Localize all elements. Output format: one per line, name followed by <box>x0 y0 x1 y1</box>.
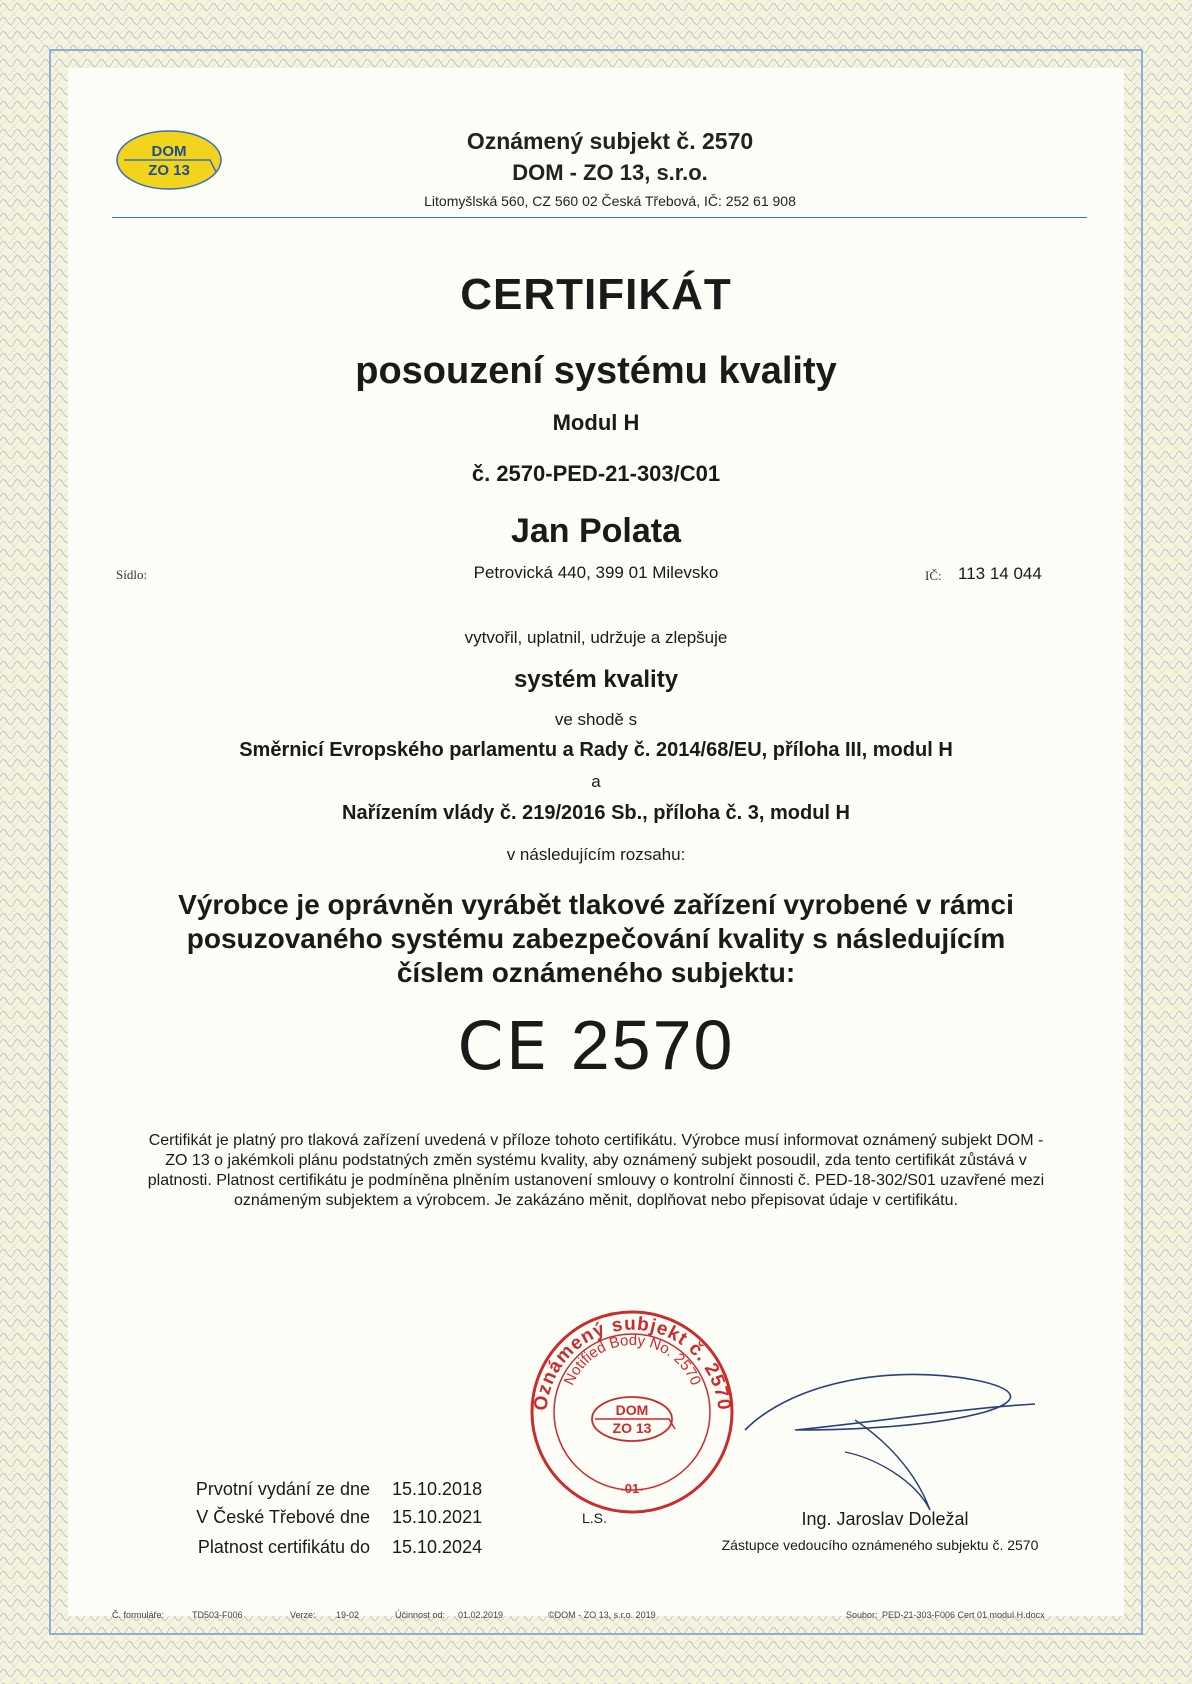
official-stamp <box>525 1305 740 1520</box>
holder-address: Petrovická 440, 399 01 Milevsko <box>473 563 719 582</box>
footer-file-label: Soubor: <box>846 1610 878 1620</box>
logo-line1: DOM <box>151 143 187 160</box>
ce-marking <box>400 1005 792 1085</box>
footer-version-label: Verze: <box>290 1610 316 1620</box>
stamp-inner-text: Notified Body No. 2570 <box>560 1331 705 1388</box>
certificate-module: Modul H <box>552 410 640 435</box>
footer-version-value: 19-02 <box>336 1610 360 1620</box>
first-issue-label: Prvotní vydání ze dne <box>195 1479 370 1499</box>
validity-until-date: 15.10.2024 <box>392 1537 483 1557</box>
header-divider <box>112 217 1087 218</box>
body-line-and: a <box>591 772 601 791</box>
holder-name: Jan Polata <box>510 512 682 550</box>
certificate-title: CERTIFIKÁT <box>460 270 732 319</box>
logo-line2: ZO 13 <box>148 162 190 179</box>
stamp-logo-line1: DOM <box>615 1402 649 1418</box>
footer-form-value: TD503-F006 <box>192 1610 243 1620</box>
dom-zo13-logo <box>114 128 224 192</box>
ic-label: IČ: <box>925 568 942 583</box>
directive-reference: Směrnicí Evropského parlamentu a Rady č. 2014/68/EU, příloha III, modul H <box>239 739 953 761</box>
certificate-number: č. 2570-PED-21-303/C01 <box>471 461 721 486</box>
scope-statement: Výrobce je oprávněn vyrábět tlakové zařízení vyrobené v rámci posuzovaného systému zabezpečování kvality s následujícím číslem oznámeného subjektu: <box>178 889 1014 988</box>
notified-body-heading: Oznámený subjekt č. 2570 <box>466 128 754 154</box>
locus-sigilli: L.S. <box>582 1510 607 1526</box>
issue-place-label: V České Třebové dne <box>196 1507 370 1527</box>
ce-mark-icon: CE <box>457 1008 550 1085</box>
certificate-subtitle: posouzení systému kvality <box>355 350 837 392</box>
stamp-logo-line2: ZO 13 <box>612 1420 652 1436</box>
holder-ic: 113 14 044 <box>958 564 1042 583</box>
validity-until-label: Platnost certifikátu do <box>197 1537 370 1557</box>
footer-effective-label: Účinnost od: <box>395 1610 446 1620</box>
body-line-1: vytvořil, uplatnil, udržuje a zlepšuje <box>464 628 728 647</box>
sidlo-label: Sídlo: <box>116 567 148 582</box>
stamp-number: -01- <box>620 1481 644 1496</box>
scope-intro: v následujícím rozsahu: <box>506 845 686 864</box>
footer-effective-value: 01.02.2019 <box>458 1610 504 1620</box>
body-line-quality-system: systém kvality <box>513 666 679 693</box>
signatory-role: Zástupce vedoucího oznámeného subjektu č. 2570 <box>721 1537 1039 1553</box>
footer-copyright: ©DOM - ZO 13, s.r.o. 2019 <box>548 1610 656 1620</box>
first-issue-date: 15.10.2018 <box>392 1479 483 1499</box>
stamp-outer-text: Oznámený subjekt č. 2570 <box>530 1313 735 1413</box>
issuer-address: Litomyšlská 560, CZ 560 02 Česká Třebová, IČ: 252 61 908 <box>424 193 796 209</box>
issuer-company: DOM - ZO 13, s.r.o. <box>512 160 708 185</box>
ce-number: 2570 <box>570 1006 735 1084</box>
handwritten-signature <box>735 1360 1065 1530</box>
regulation-reference: Nařízením vlády č. 219/2016 Sb., příloha č. 3, modul H <box>342 802 850 824</box>
validity-text: Certifikát je platný pro tlaková zařízení uvedená v příloze tohoto certifikátu. Výrobce musí informovat oznámený subjekt DOM - ZO 13 o jakémkoli plánu podstatných změn systému kvality, aby oznámený subjekt posoudil, zda tento certifikát zůstává v platnosti. Platnost certifikátu je podmíněna plněním ustanovení smlouvy o kontrolní činnosti č. PED-18-302/S01 uzavřené mezi oznámeným subjektem a výrobcem. Je zakázáno měnit, doplňovat nebo přepisovat údaje v certifikátu. <box>147 1132 1045 1209</box>
body-line-3: ve shodě s <box>554 710 638 729</box>
signatory-name: Ing. Jaroslav Doležal <box>801 1509 969 1529</box>
footer-file-value: PED-21-303-F006 Cert 01 modul H.docx <box>882 1610 1045 1620</box>
issue-date: 15.10.2021 <box>392 1507 483 1527</box>
footer-form-label: Č. formuláře: <box>112 1610 165 1620</box>
